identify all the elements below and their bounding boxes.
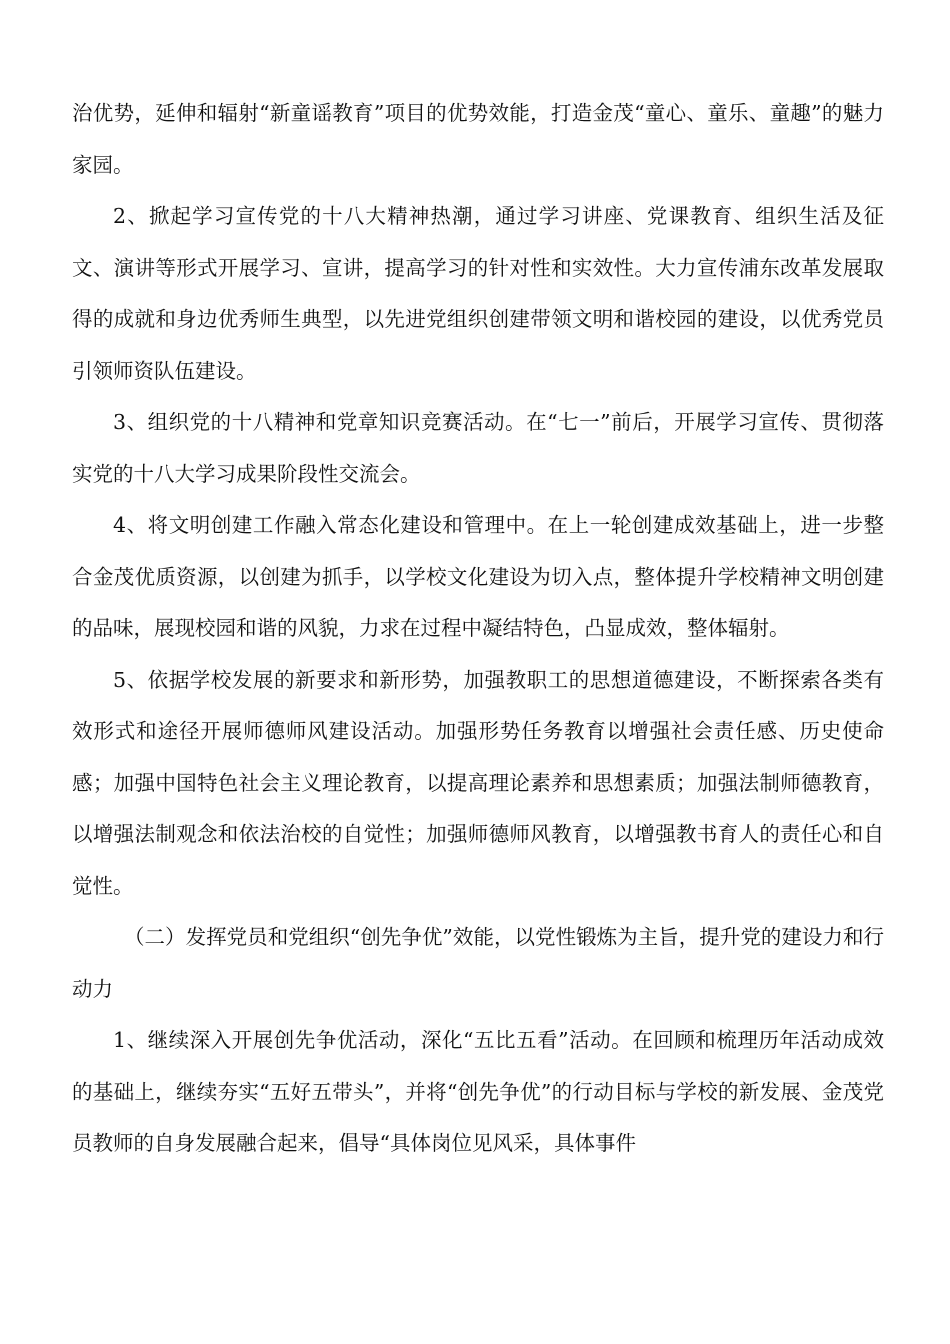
document-page: [72, 88, 884, 1170]
paragraph-item-3: 3、组织党的十八精神和党章知识竞赛活动。在“七一”前后，开展学习宣传、贯彻落实党的十八大学习成果阶段性交流会。: [72, 410, 884, 486]
section-heading-2: （二）发挥党员和党组织“创先争优”效能，以党性锻炼为主旨，提升党的建设力和行动力: [72, 925, 884, 1001]
paragraph-continuation: 治优势，延伸和辐射“新童谣教育”项目的优势效能，打造金茂“童心、童乐、童趣”的魅力家园。: [72, 101, 884, 177]
paragraph-item-2: 2、掀起学习宣传党的十八大精神热潮，通过学习讲座、党课教育、组织生活及征文、演讲等形式开展学习、宣讲，提高学习的针对性和实效性。大力宣传浦东改革发展取得的成就和身边优秀师生典型，以先进党组织创建带领文明和谐校园的建设，以优秀党员引领师资队伍建设。: [72, 204, 884, 383]
paragraph-item-4: 4、将文明创建工作融入常态化建设和管理中。在上一轮创建成效基础上，进一步整合金茂优质资源，以创建为抓手，以学校文化建设为切入点，整体提升学校精神文明创建的品味，展现校园和谐的风貌，力求在过程中凝结特色，凸显成效，整体辐射。: [72, 513, 884, 640]
paragraph-item-1: 1、继续深入开展创先争优活动，深化“五比五看”活动。在回顾和梳理历年活动成效的基础上，继续夯实“五好五带头”，并将“创先争优”的行动目标与学校的新发展、金茂党员教师的自身发展融合起来，倡导“具体岗位见风采，具体事件: [72, 1028, 884, 1155]
paragraph-item-5: 5、依据学校发展的新要求和新形势，加强教职工的思想道德建设，不断探索各类有效形式和途径开展师德师风建设活动。加强形势任务教育以增强社会责任感、历史使命感；加强中国特色社会主义理论教育，以提高理论素养和思想素质；加强法制师德教育，以增强法制观念和依法治校的自觉性；加强师德师风教育，以增强教书育人的责任心和自觉性。: [72, 667, 884, 898]
